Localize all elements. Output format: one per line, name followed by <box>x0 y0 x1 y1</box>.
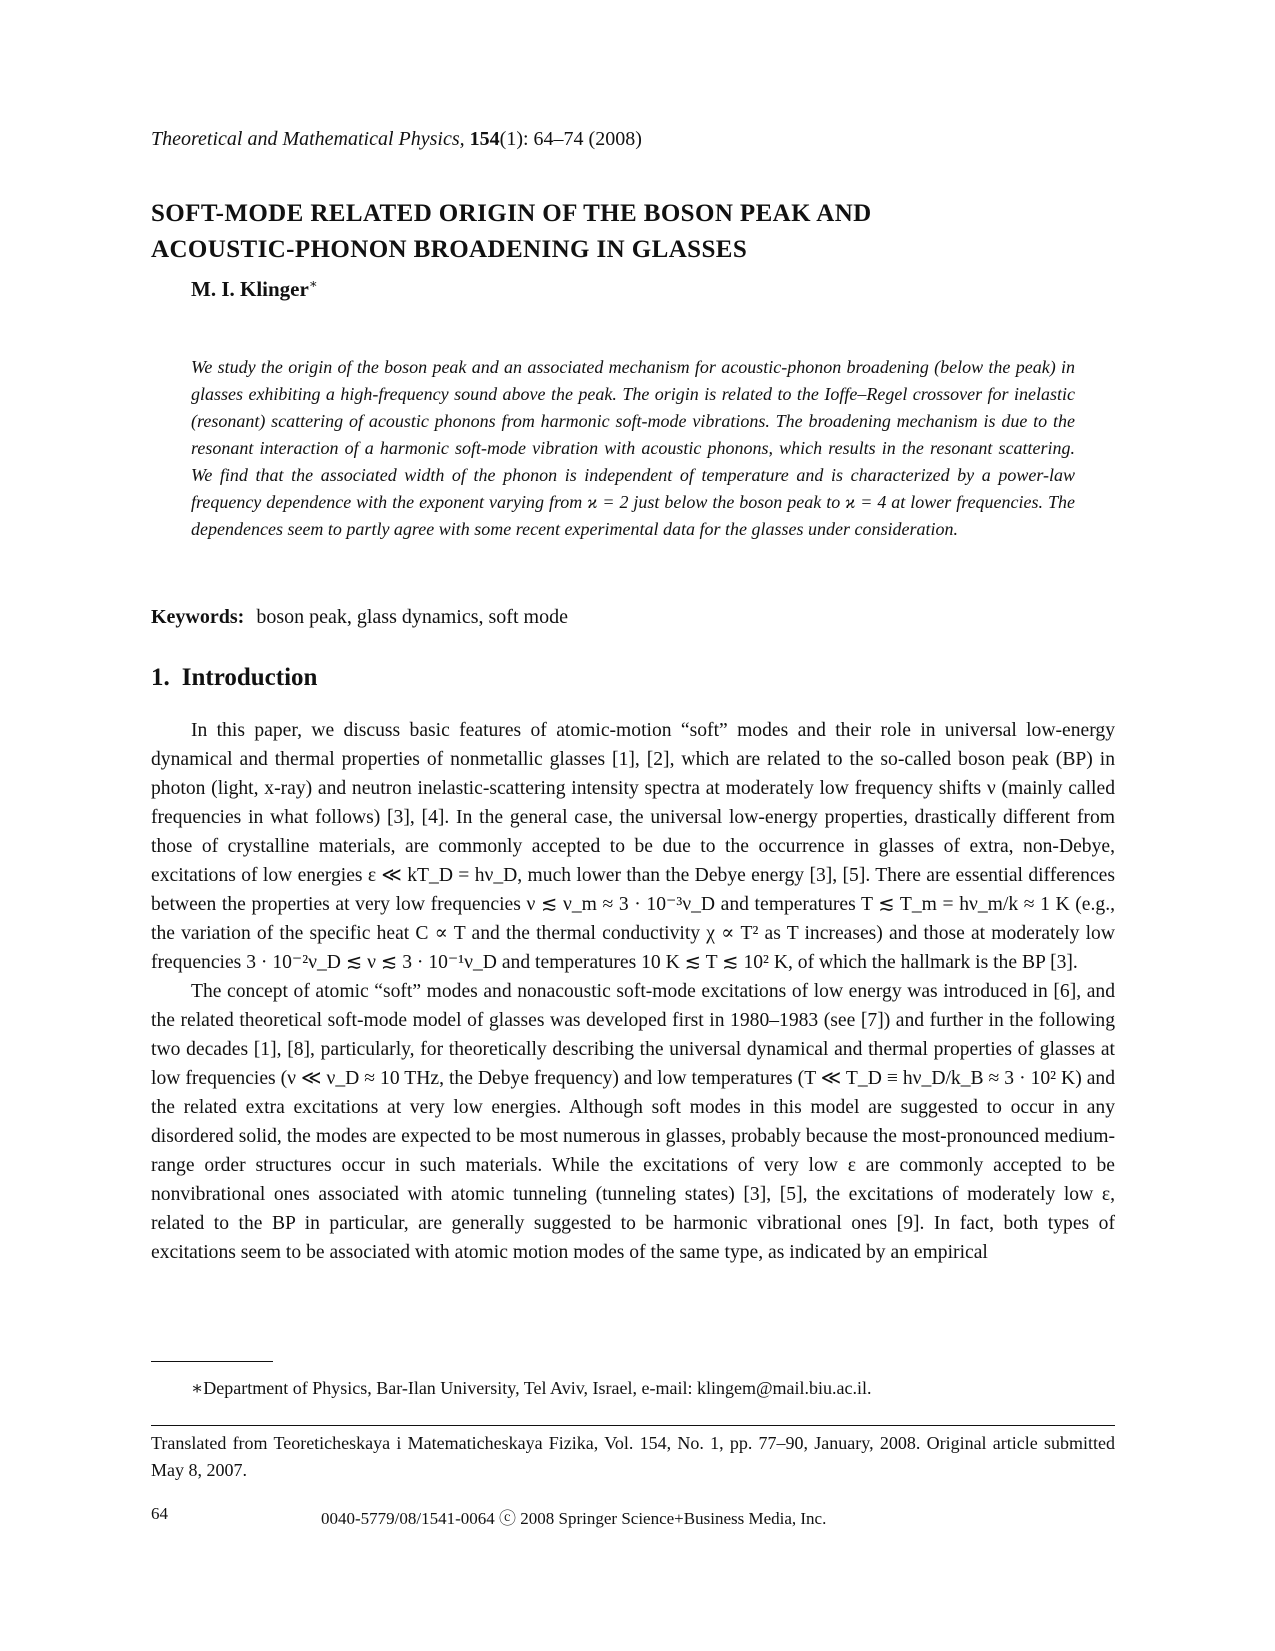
author-name: M. I. Klinger <box>191 277 309 301</box>
keywords <box>151 606 568 629</box>
author <box>191 276 318 302</box>
copyright-line: 0040-5779/08/1541-0064 ⓒ 2008 Springer Science+Business Media, Inc. <box>321 1509 827 1528</box>
translation-note: Translated from Teoreticheskaya i Matematicheskaya Fizika, Vol. 154, No. 1, pp. 77–90, January, 2008. Original article submitted May 8, 2007. <box>151 1433 1115 1480</box>
paragraph-2: The concept of atomic “soft” modes and nonacoustic soft-mode excitations of low energy was introduced in [6], and the related theoretical soft-mode model of glasses was developed first in 1980–1983 (see [7]) and further in the following two decades [1], [8], particularly, for theoretically describing the universal dynamical and thermal properties of glasses at low frequencies (ν ≪ ν_D ≈ 10 THz, the Debye frequency) and low temperatures (T ≪ T_D ≡ hν_D/k_B ≈ 3 · 10² K) and the related extra excitations at very low energies. Although soft modes in this model are suggested to occur in any disordered solid, the modes are expected to be most numerous in glasses, probably because the most-pronounced medium-range order structures occur in such materials. While the excitations of very low ε are commonly accepted to be nonvibrational ones associated with atomic tunneling (tunneling states) [3], [5], the excitations of moderately low ε, related to the BP in particular, are generally suggested to be harmonic vibrational ones [9]. In fact, both types of excitations seem to be associated with atomic motion modes of the same type, as indicated by an empirical <box>151 981 1115 1263</box>
footnote: ∗Department of Physics, Bar-Ilan University, Tel Aviv, Israel, e-mail: klingem@mail.biu.ac.il. <box>191 1378 872 1398</box>
title-line-1: SOFT-MODE RELATED ORIGIN OF THE BOSON PEAK AND <box>151 200 872 227</box>
section-heading <box>151 664 317 692</box>
journal-citation <box>151 128 642 151</box>
paragraph-1: In this paper, we discuss basic features of atomic-motion “soft” modes and their role in universal low-energy dynamical and thermal properties of nonmetallic glasses [1], [2], which are related to the so-called boson peak (BP) in photon (light, x-ray) and neutron inelastic-scattering intensity spectra at moderately low frequency shifts ν (mainly called frequencies in what follows) [3], [4]. In the general case, the universal low-energy properties, drastically different from those of crystalline materials, are commonly accepted to be due to the occurrence in glasses of extra, non-Debye, excitations of low energies ε ≪ kT_D = hν_D, much lower than the Debye energy [3], [5]. There are essential differences between the properties at very low frequencies ν ≲ ν_m ≈ 3 · 10⁻³ν_D and temperatures T ≲ T_m = hν_m/k ≈ 1 K (e.g., the variation of the specific heat C ∝ T and the thermal conductivity χ ∝ T² as T increases) and those at moderately low frequencies 3 · 10⁻²ν_D ≲ ν ≲ 3 · 10⁻¹ν_D and temperatures 10 K ≲ T ≲ 10² K, of which the hallmark is the BP [3]. <box>151 720 1115 973</box>
journal-name: Theoretical and Mathematical Physics, <box>151 128 465 150</box>
author-footnote-marker: ∗ <box>308 276 318 291</box>
keywords-label: Keywords: <box>151 606 245 628</box>
abstract: We study the origin of the boson peak and an associated mechanism for acoustic-phonon broadening (below the peak) in glasses exhibiting a high-frequency sound above the peak. The origin is related to the Ioffe–Regel crossover for inelastic (resonant) scattering of acoustic phonons from harmonic soft-mode vibrations. The broadening mechanism is due to the resonant interaction of a harmonic soft-mode vibration with acoustic phonons, which results in the resonant scattering. We find that the associated width of the phonon is independent of temperature and is characterized by a power-law frequency dependence with the exponent varying from ϰ = 2 just below the boson peak to ϰ = 4 at lower frequencies. The dependences seem to partly agree with some recent experimental data for the glasses under consideration. <box>191 357 1075 539</box>
paper-title <box>151 196 1151 268</box>
body-text <box>151 716 1115 1267</box>
section-title: Introduction <box>181 664 318 691</box>
journal-volume: 154 <box>469 128 500 150</box>
journal-issue-pages: (1): 64–74 (2008) <box>499 128 642 150</box>
footnote-rule <box>151 1361 273 1362</box>
title-line-2: ACOUSTIC-PHONON BROADENING IN GLASSES <box>151 236 748 263</box>
translation-rule <box>151 1425 1115 1426</box>
page-number: 64 <box>151 1504 168 1523</box>
section-number: 1. <box>151 664 170 691</box>
keywords-text: boson peak, glass dynamics, soft mode <box>256 606 568 628</box>
